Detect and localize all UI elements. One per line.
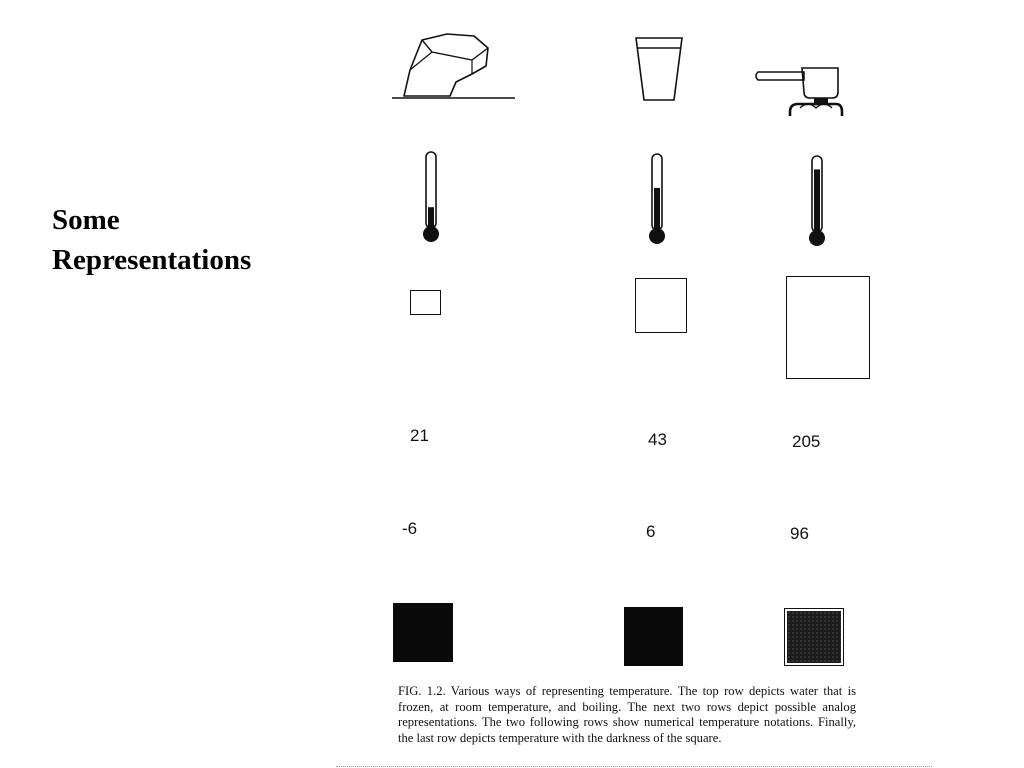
slide-title-line-2: Representations xyxy=(52,244,252,276)
dark-square-icon xyxy=(393,603,453,662)
boiling-pot-icon xyxy=(754,66,844,118)
square-icon xyxy=(635,278,687,333)
glass-of-water-icon xyxy=(634,36,684,104)
temperature-number: -6 xyxy=(402,519,418,538)
temperature-number: 6 xyxy=(646,522,656,541)
thermometer-icon xyxy=(644,152,670,246)
temperature-number: 21 xyxy=(410,426,429,445)
page-edge-divider xyxy=(336,766,932,767)
dark-square-icon xyxy=(624,607,683,666)
temperature-number: 43 xyxy=(648,430,667,449)
slide-title-line-1: Some xyxy=(52,204,120,236)
thermometer-icon xyxy=(418,150,444,244)
mottled-square-icon xyxy=(784,608,844,666)
square-icon xyxy=(410,290,441,315)
thermometer-fill xyxy=(814,169,820,234)
temperature-number: 205 xyxy=(792,432,821,451)
ice-block-icon xyxy=(392,30,518,106)
thermometer-icon xyxy=(804,154,830,248)
temperature-number: 96 xyxy=(790,524,809,543)
figure-caption: FIG. 1.2. Various ways of representing temperature. The top row depicts water that is frozen, at room temperature, and boiling. The next two rows depict possible analog representations. The two following rows show numerical temperature notations. Finally, the last row depicts temperature with the darkness of the square. xyxy=(398,684,856,745)
thermometer-fill xyxy=(654,188,660,232)
square-icon xyxy=(786,276,870,379)
